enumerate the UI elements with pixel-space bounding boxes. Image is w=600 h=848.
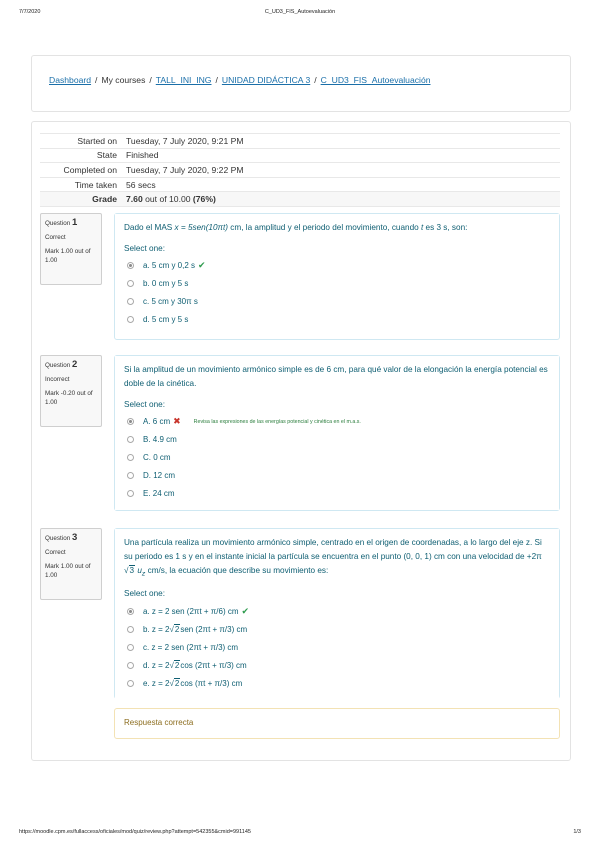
answer-option[interactable]: [124, 275, 550, 293]
answer-option[interactable]: [124, 467, 550, 485]
answer-label: d. z = 2: [143, 660, 170, 670]
answer-label: a. 5 cm y 0,2 s: [143, 261, 196, 271]
summary-row-grade: [40, 192, 560, 207]
answer-list: [124, 413, 550, 503]
general-feedback-text: Respuesta correcta: [124, 718, 194, 727]
question-number: [45, 532, 97, 543]
unit-vector-subscript: z: [141, 570, 146, 578]
answer-option[interactable]: [124, 449, 550, 467]
radio-button[interactable]: [127, 608, 134, 615]
summary-label: Grade: [92, 194, 117, 205]
answer-feedback: Revisa las expresiones de las energías potencial y cinética en el m.a.s.: [193, 418, 361, 425]
radio-button[interactable]: [127, 644, 134, 651]
question-text: [124, 536, 550, 580]
radio-button[interactable]: [127, 262, 134, 269]
summary-label: Started on: [77, 135, 117, 146]
sqrt-radicand: 2: [174, 660, 180, 670]
answer-label: d. 5 cm y 5 s: [143, 315, 189, 325]
question-text: Si la amplitud de un movimiento armónico simple es de 6 cm, para qué valor de la elongación la energía potencial es doble de la cinética.: [124, 365, 548, 388]
question-math: +2π: [526, 551, 542, 561]
breadcrumb-separator: /: [95, 75, 98, 85]
summary-row-state: [40, 148, 560, 163]
breadcrumb-card: [31, 55, 571, 112]
question-info: [40, 355, 102, 427]
answer-prompt: Select one:: [124, 243, 165, 253]
answer-prompt: Select one:: [124, 399, 165, 409]
sqrt-symbol: √2: [169, 660, 180, 670]
question-mark: Mark 1.00 out of 1.00: [45, 248, 91, 265]
summary-value: Tuesday, 7 July 2020, 9:21 PM: [126, 135, 244, 146]
grade-out-of: out of 10.00: [142, 194, 193, 205]
question-state: Incorrect: [45, 376, 70, 383]
question-text-part: Dado el MAS: [124, 223, 175, 232]
attempt-summary-table: [40, 133, 560, 207]
question-info: [40, 213, 102, 285]
sqrt-symbol: √2: [169, 624, 180, 634]
question-state: Correct: [45, 234, 66, 241]
answer-option[interactable]: [124, 431, 550, 449]
question-content: [114, 528, 560, 699]
answer-option[interactable]: [124, 293, 550, 311]
sqrt-radicand: 2: [174, 624, 180, 634]
incorrect-cross-icon: ✖: [173, 416, 181, 427]
question-info: [40, 528, 102, 600]
answer-option[interactable]: [124, 674, 550, 692]
summary-label: Completed on: [63, 164, 117, 175]
breadcrumb-unit[interactable]: UNIDAD DIDÁCTICA 3: [221, 75, 311, 85]
answer-option[interactable]: [124, 413, 550, 431]
breadcrumb-separator: /: [215, 75, 218, 85]
sqrt-radicand: 3: [129, 565, 135, 575]
sqrt-symbol: √3: [124, 565, 135, 575]
question-text-part: Una partícula realiza un movimiento armónico simple, centrado en el origen de coordenadas, a lo largo del eje z. Si su periodo es 1 s y en el instante inicial la partícula se encuentra en el punto (0, 0, 1) cm con una velocidad de: [124, 538, 542, 561]
summary-label: Time taken: [74, 179, 117, 190]
question-number: [45, 217, 97, 228]
answer-list: [124, 602, 550, 692]
answer-label: A. 6 cm: [143, 417, 171, 427]
question-math: x = 5sen(10πt): [174, 223, 229, 232]
question-mark: Mark -0.20 out of 1.00: [45, 390, 93, 407]
answer-label: c. z = 2 sen (2πt + π/3) cm: [143, 642, 239, 652]
answer-option[interactable]: [124, 620, 550, 638]
question-content: [114, 355, 560, 511]
question-prefix: Question: [45, 220, 71, 227]
radio-button[interactable]: [127, 316, 134, 323]
question-text-part: cm/s, la ecuación que describe su movimiento es:: [145, 565, 329, 575]
question-state: Correct: [45, 549, 66, 556]
correct-check-icon: ✔: [198, 260, 206, 271]
answer-label: cos (πt + π/3) cm: [180, 678, 243, 688]
question-number-value: 3: [71, 532, 78, 543]
answer-label: c. 5 cm y 30π s: [143, 297, 198, 307]
breadcrumb-my-courses: My courses: [101, 75, 146, 85]
grade-value-cell: [123, 192, 560, 207]
radio-button[interactable]: [127, 662, 134, 669]
summary-row-started: [40, 134, 560, 149]
unit-vector-symbol: u: [137, 565, 142, 575]
summary-row-completed: [40, 163, 560, 178]
radio-button[interactable]: [127, 418, 134, 425]
radio-button[interactable]: [127, 436, 134, 443]
summary-value: 56 secs: [126, 179, 156, 190]
grade-value: 7.60: [126, 194, 143, 205]
radio-button[interactable]: [127, 626, 134, 633]
radio-button[interactable]: [127, 454, 134, 461]
question-text: [124, 221, 550, 235]
radio-button[interactable]: [127, 680, 134, 687]
question-mark: Mark 1.00 out of 1.00: [45, 563, 91, 580]
answer-option[interactable]: [124, 257, 550, 275]
answer-label: a. z = 2 sen (2πt + π/6) cm: [143, 606, 239, 616]
question-prefix: Question: [45, 362, 71, 369]
answer-option[interactable]: [124, 311, 550, 329]
answer-list: [124, 257, 550, 329]
question-number-value: 1: [71, 217, 78, 228]
breadcrumb-dashboard[interactable]: Dashboard: [49, 75, 92, 85]
summary-value: Tuesday, 7 July 2020, 9:22 PM: [126, 164, 244, 175]
question-number: [45, 359, 97, 370]
radio-button[interactable]: [127, 472, 134, 479]
question-text-part: es 3 s, son:: [423, 223, 468, 232]
breadcrumb-quiz[interactable]: C_UD3_FIS_Autoevaluación: [320, 75, 431, 85]
question-prefix: Question: [45, 535, 71, 542]
summary-label: State: [96, 150, 117, 161]
answer-label: D. 12 cm: [143, 471, 176, 481]
question-math: t: [420, 223, 424, 232]
summary-row-time: [40, 177, 560, 192]
print-title: C_UD3_FIS_Autoevaluación: [264, 9, 336, 15]
summary-value: Finished: [126, 150, 159, 161]
breadcrumb-course[interactable]: TALL_INI_ING: [155, 75, 212, 85]
answer-label: B. 4.9 cm: [143, 435, 177, 445]
answer-label: C. 0 cm: [143, 453, 171, 463]
answer-label: b. 0 cm y 5 s: [143, 279, 189, 289]
question-number-value: 2: [71, 359, 78, 370]
print-page-number: 1/3: [573, 829, 581, 835]
answer-option[interactable]: [124, 656, 550, 674]
answer-label: E. 24 cm: [143, 489, 175, 499]
question-text-part: cm, la amplitud y el periodo del movimiento, cuando: [228, 223, 421, 232]
answer-option[interactable]: [124, 602, 550, 620]
sqrt-symbol: √2: [169, 678, 180, 688]
general-feedback: [114, 708, 560, 739]
question-content: [114, 213, 560, 340]
answer-option[interactable]: [124, 485, 550, 503]
print-date: 7/7/2020: [19, 9, 41, 15]
answer-label: cos (2πt + π/3) cm: [180, 660, 247, 670]
answer-prompt: Select one:: [124, 589, 165, 599]
breadcrumb-separator: /: [314, 75, 317, 85]
correct-check-icon: ✔: [241, 605, 250, 616]
print-url: https://moodle.cpm.es/fullaccess/oficiales/mod/quiz/review.php?attempt=542355&cmid=991145: [19, 829, 251, 835]
grade-percent: (76%): [192, 194, 216, 205]
sqrt-radicand: 2: [174, 678, 180, 688]
answer-option[interactable]: [124, 638, 550, 656]
answer-label: e. z = 2: [143, 678, 170, 688]
radio-button[interactable]: [127, 298, 134, 305]
answer-label: sen (2πt + π/3) cm: [180, 624, 248, 634]
answer-label: b. z = 2: [143, 624, 170, 634]
radio-button[interactable]: [127, 280, 134, 287]
breadcrumb: [49, 75, 431, 85]
breadcrumb-separator: /: [149, 75, 152, 85]
radio-button[interactable]: [127, 490, 134, 497]
